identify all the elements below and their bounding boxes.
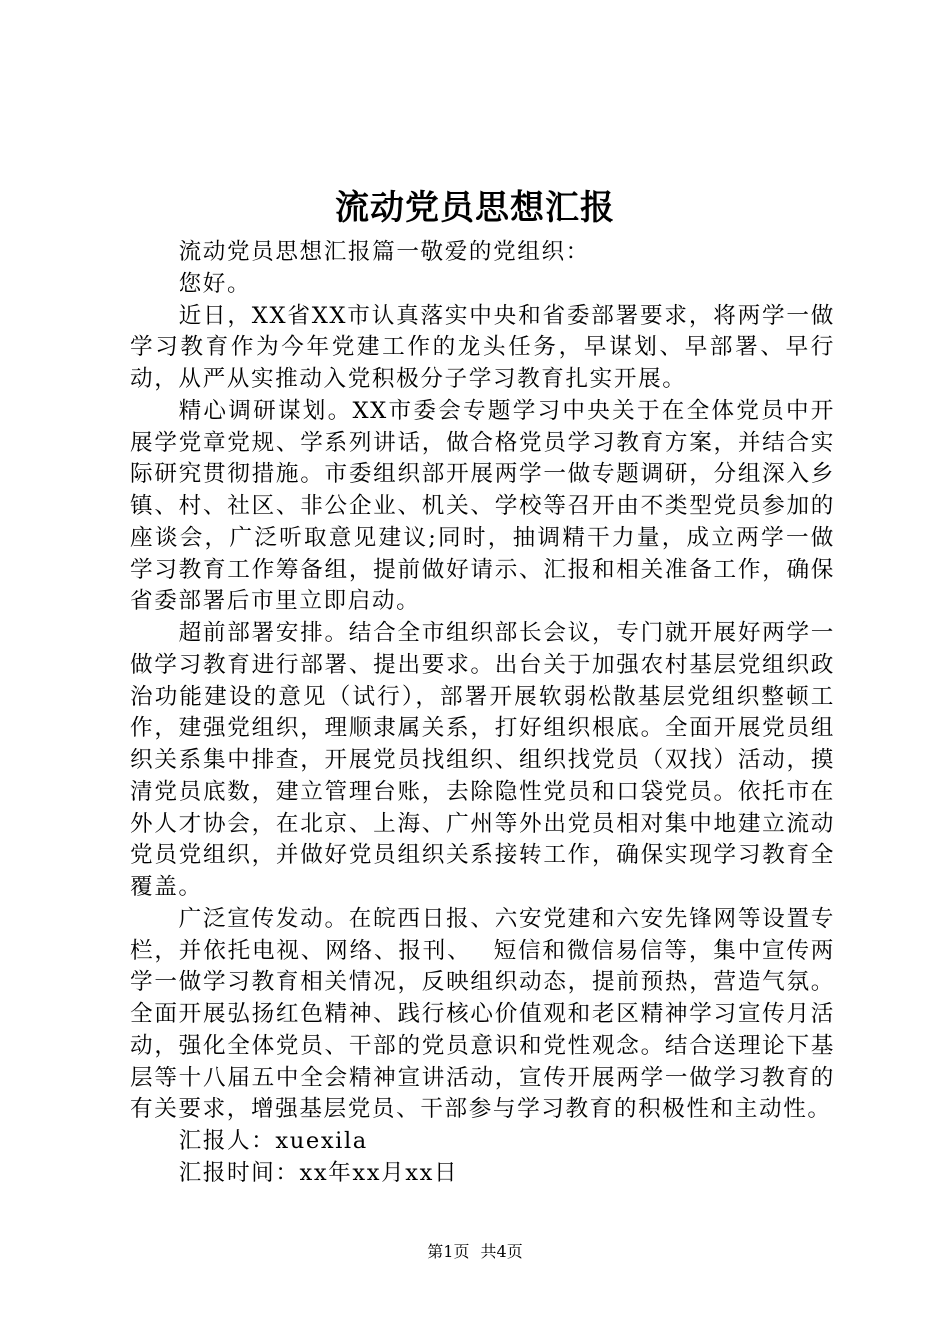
paragraph-salutation: 您好。 [178,270,252,297]
document-body [130,237,835,1190]
page-total: 共4页 [480,1242,523,1261]
paragraph-deployment: 超前部署安排。结合全市组织部长会议，专门就开展好两学一做学习教育进行部署、提出要求。出台关于加强农村基层党组织政治功能建设的意见（试行），部署开展软弱松散基层党组织整顿工作，建强党组织，理顺隶属关系，打好组织根底。全面开展党员组织关系集中排查，开展党员找组织、组织找党员（双找）活动，摸清党员底数，建立管理台账，去除隐性党员和口袋党员。依托市在外人才协会，在北京、上海、广州等外出党员相对集中地建立流动党员党组织，并做好党员组织关系接转工作，确保实现学习教育全覆盖。 [130,620,835,900]
paragraph-greeting: 流动党员思想汇报篇一敬爱的党组织： [178,239,590,265]
paragraph-report-date: 汇报时间：xx年xx月xx日 [178,1159,459,1186]
paragraph-publicity: 广泛宣传发动。在皖西日报、六安党建和六安先锋网等设置专栏，并依托电视、网络、报刊、 短信和微信易信等，集中宣传两学一做学习教育相关情况，反映组织动态，提前预热，营造气氛。全面开展弘扬红色精神、践行核心价值观和老区精神学习宣传月活动，强化全体党员、干部的党员意识和党性观念。结合送理论下基层等十八届五中全会精神宣讲活动，宣传开展两学一做学习教育的有关要求，增强基层党员、干部参与学习教育的积极性和主动性。 [130,905,835,1123]
page-number: 第1页 [427,1242,470,1261]
paragraph-reporter: 汇报人：xuexila [178,1128,368,1154]
document-title: 流动党员思想汇报 [335,188,615,228]
paragraph-intro: 近日，XX省XX市认真落实中央和省委部署要求，将两学一做学习教育作为今年党建工作的龙头任务，早谋划、早部署、早行动，从严从实推动入党积极分子学习教育扎实开展。 [130,302,835,392]
page-footer [0,1240,950,1264]
paragraph-research: 精心调研谋划。XX市委会专题学习中央关于在全体党员中开展学党章党规、学系列讲话，做合格党员学习教育方案，并结合实际研究贯彻措施。市委组织部开展两学一做专题调研，分组深入乡镇、村、社区、非公企业、机关、学校等召开由不类型党员参加的座谈会，广泛听取意见建议;同时，抽调精干力量，成立两学一做学习教育工作筹备组，提前做好请示、汇报和相关准备工作，确保省委部署后市里立即启动。 [130,397,835,615]
